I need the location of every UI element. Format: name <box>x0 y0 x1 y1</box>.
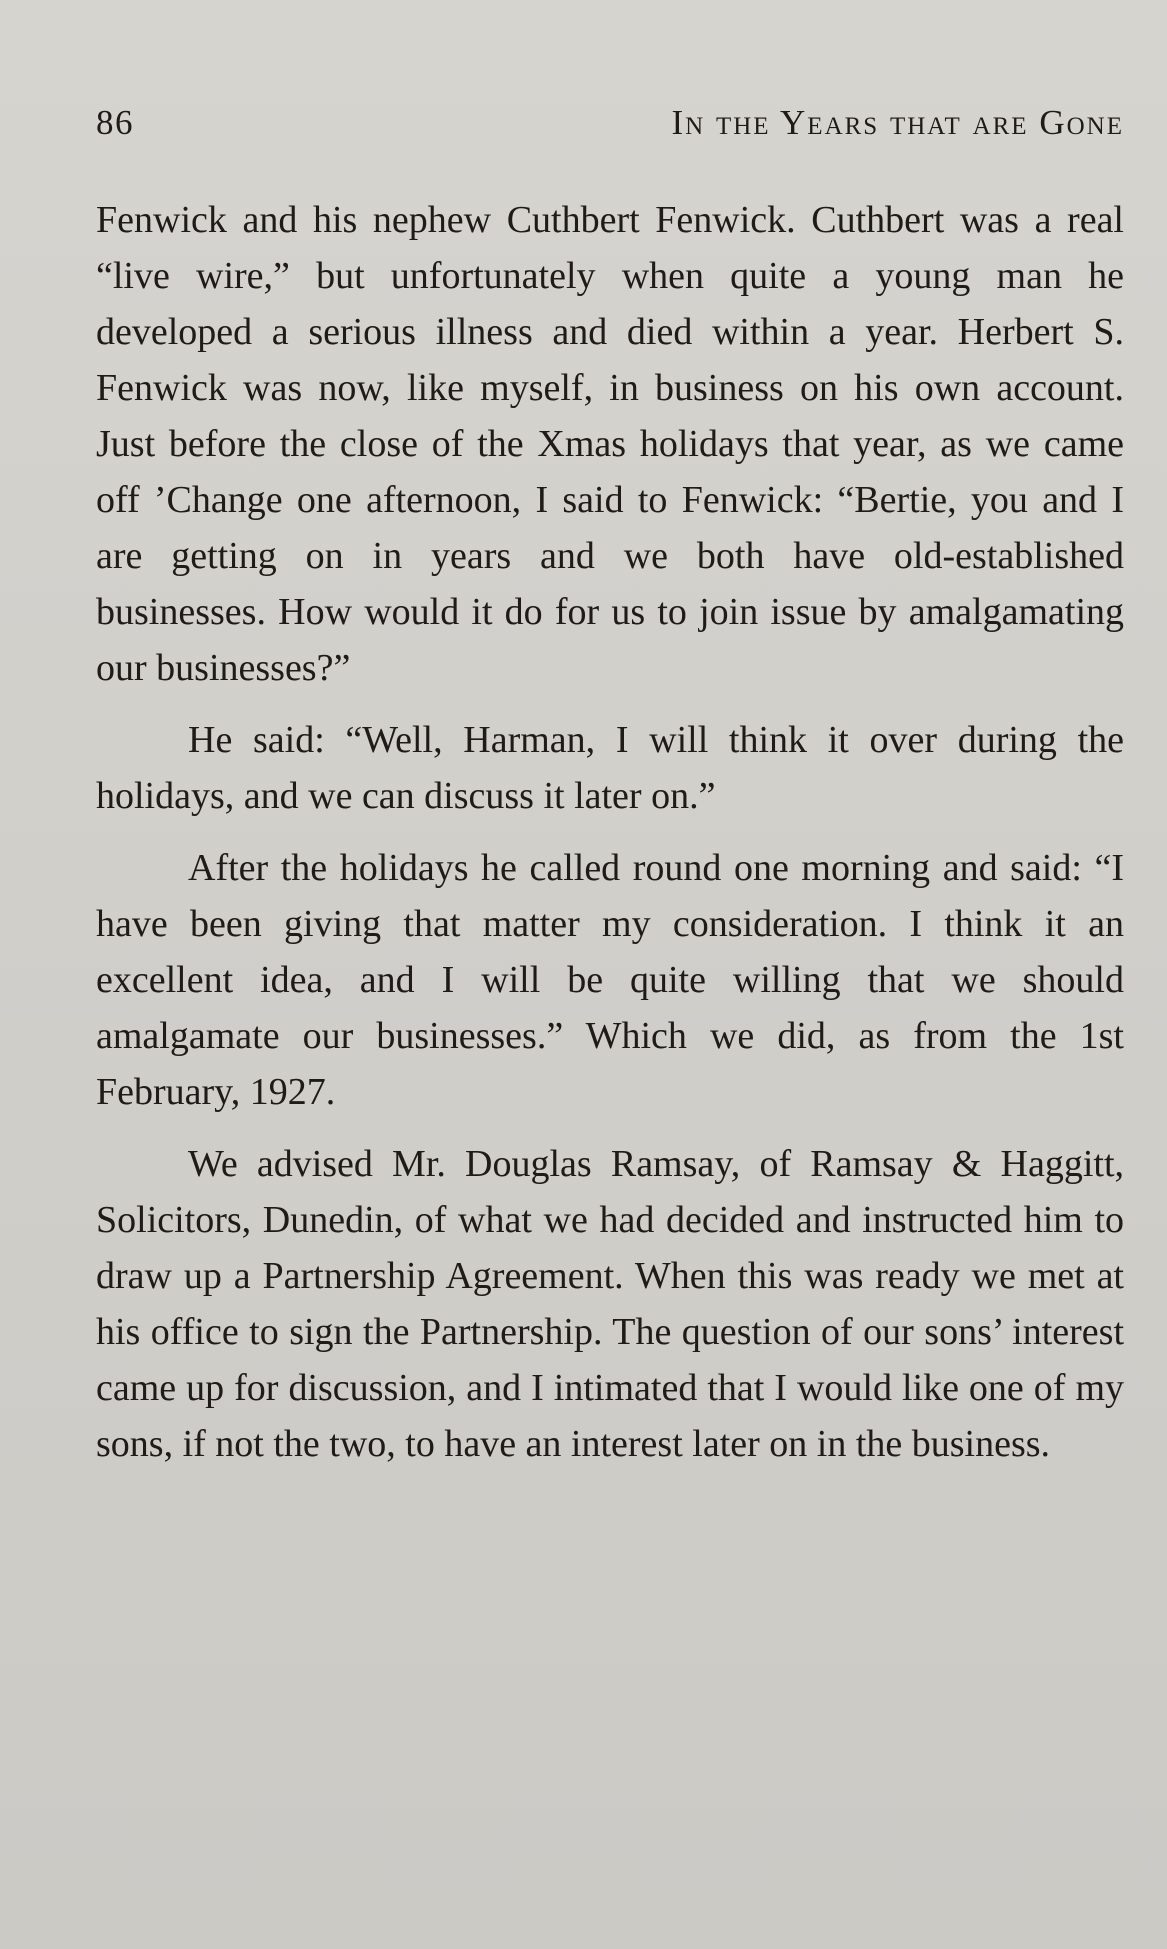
running-head <box>96 98 1124 148</box>
paragraph: Fenwick and his nephew Cuthbert Fenwick. Cuthbert was a real “live wire,” but unfortunately when quite a young man he developed a serious illness and died within a year. Herbert S. Fenwick was now, like myself, in business on his own account. Just before the close of the Xmas holidays that year, as we came off ’Change one afternoon, I said to Fenwick: “Bertie, you and I are getting on in years and we both have old-established businesses. How would it do for us to join issue by amalgamating our businesses?” <box>96 199 1124 689</box>
paragraph: After the holidays he called round one morning and said: “I have been giving that matter my consideration. I think it an excellent idea, and I will be quite willing that we should amalgamate our businesses.” Which we did, as from the 1st February, 1927. <box>96 847 1124 1113</box>
running-title: In the Years that are Gone <box>671 103 1124 142</box>
paragraph: We advised Mr. Douglas Ramsay, of Ramsay & Haggitt, Solicitors, Dunedin, of what we had decided and instructed him to draw up a Partnership Agreement. When this was ready we met at his office to sign the Partnership. The question of our sons’ interest came up for discussion, and I intimated that I would like one of my sons, if not the two, to have an interest later on in the business. <box>96 1143 1124 1465</box>
page-number: 86 <box>96 103 134 142</box>
body-text <box>96 192 1124 1472</box>
paragraph: He said: “Well, Harman, I will think it over during the holidays, and we can discuss it later on.” <box>96 719 1124 817</box>
